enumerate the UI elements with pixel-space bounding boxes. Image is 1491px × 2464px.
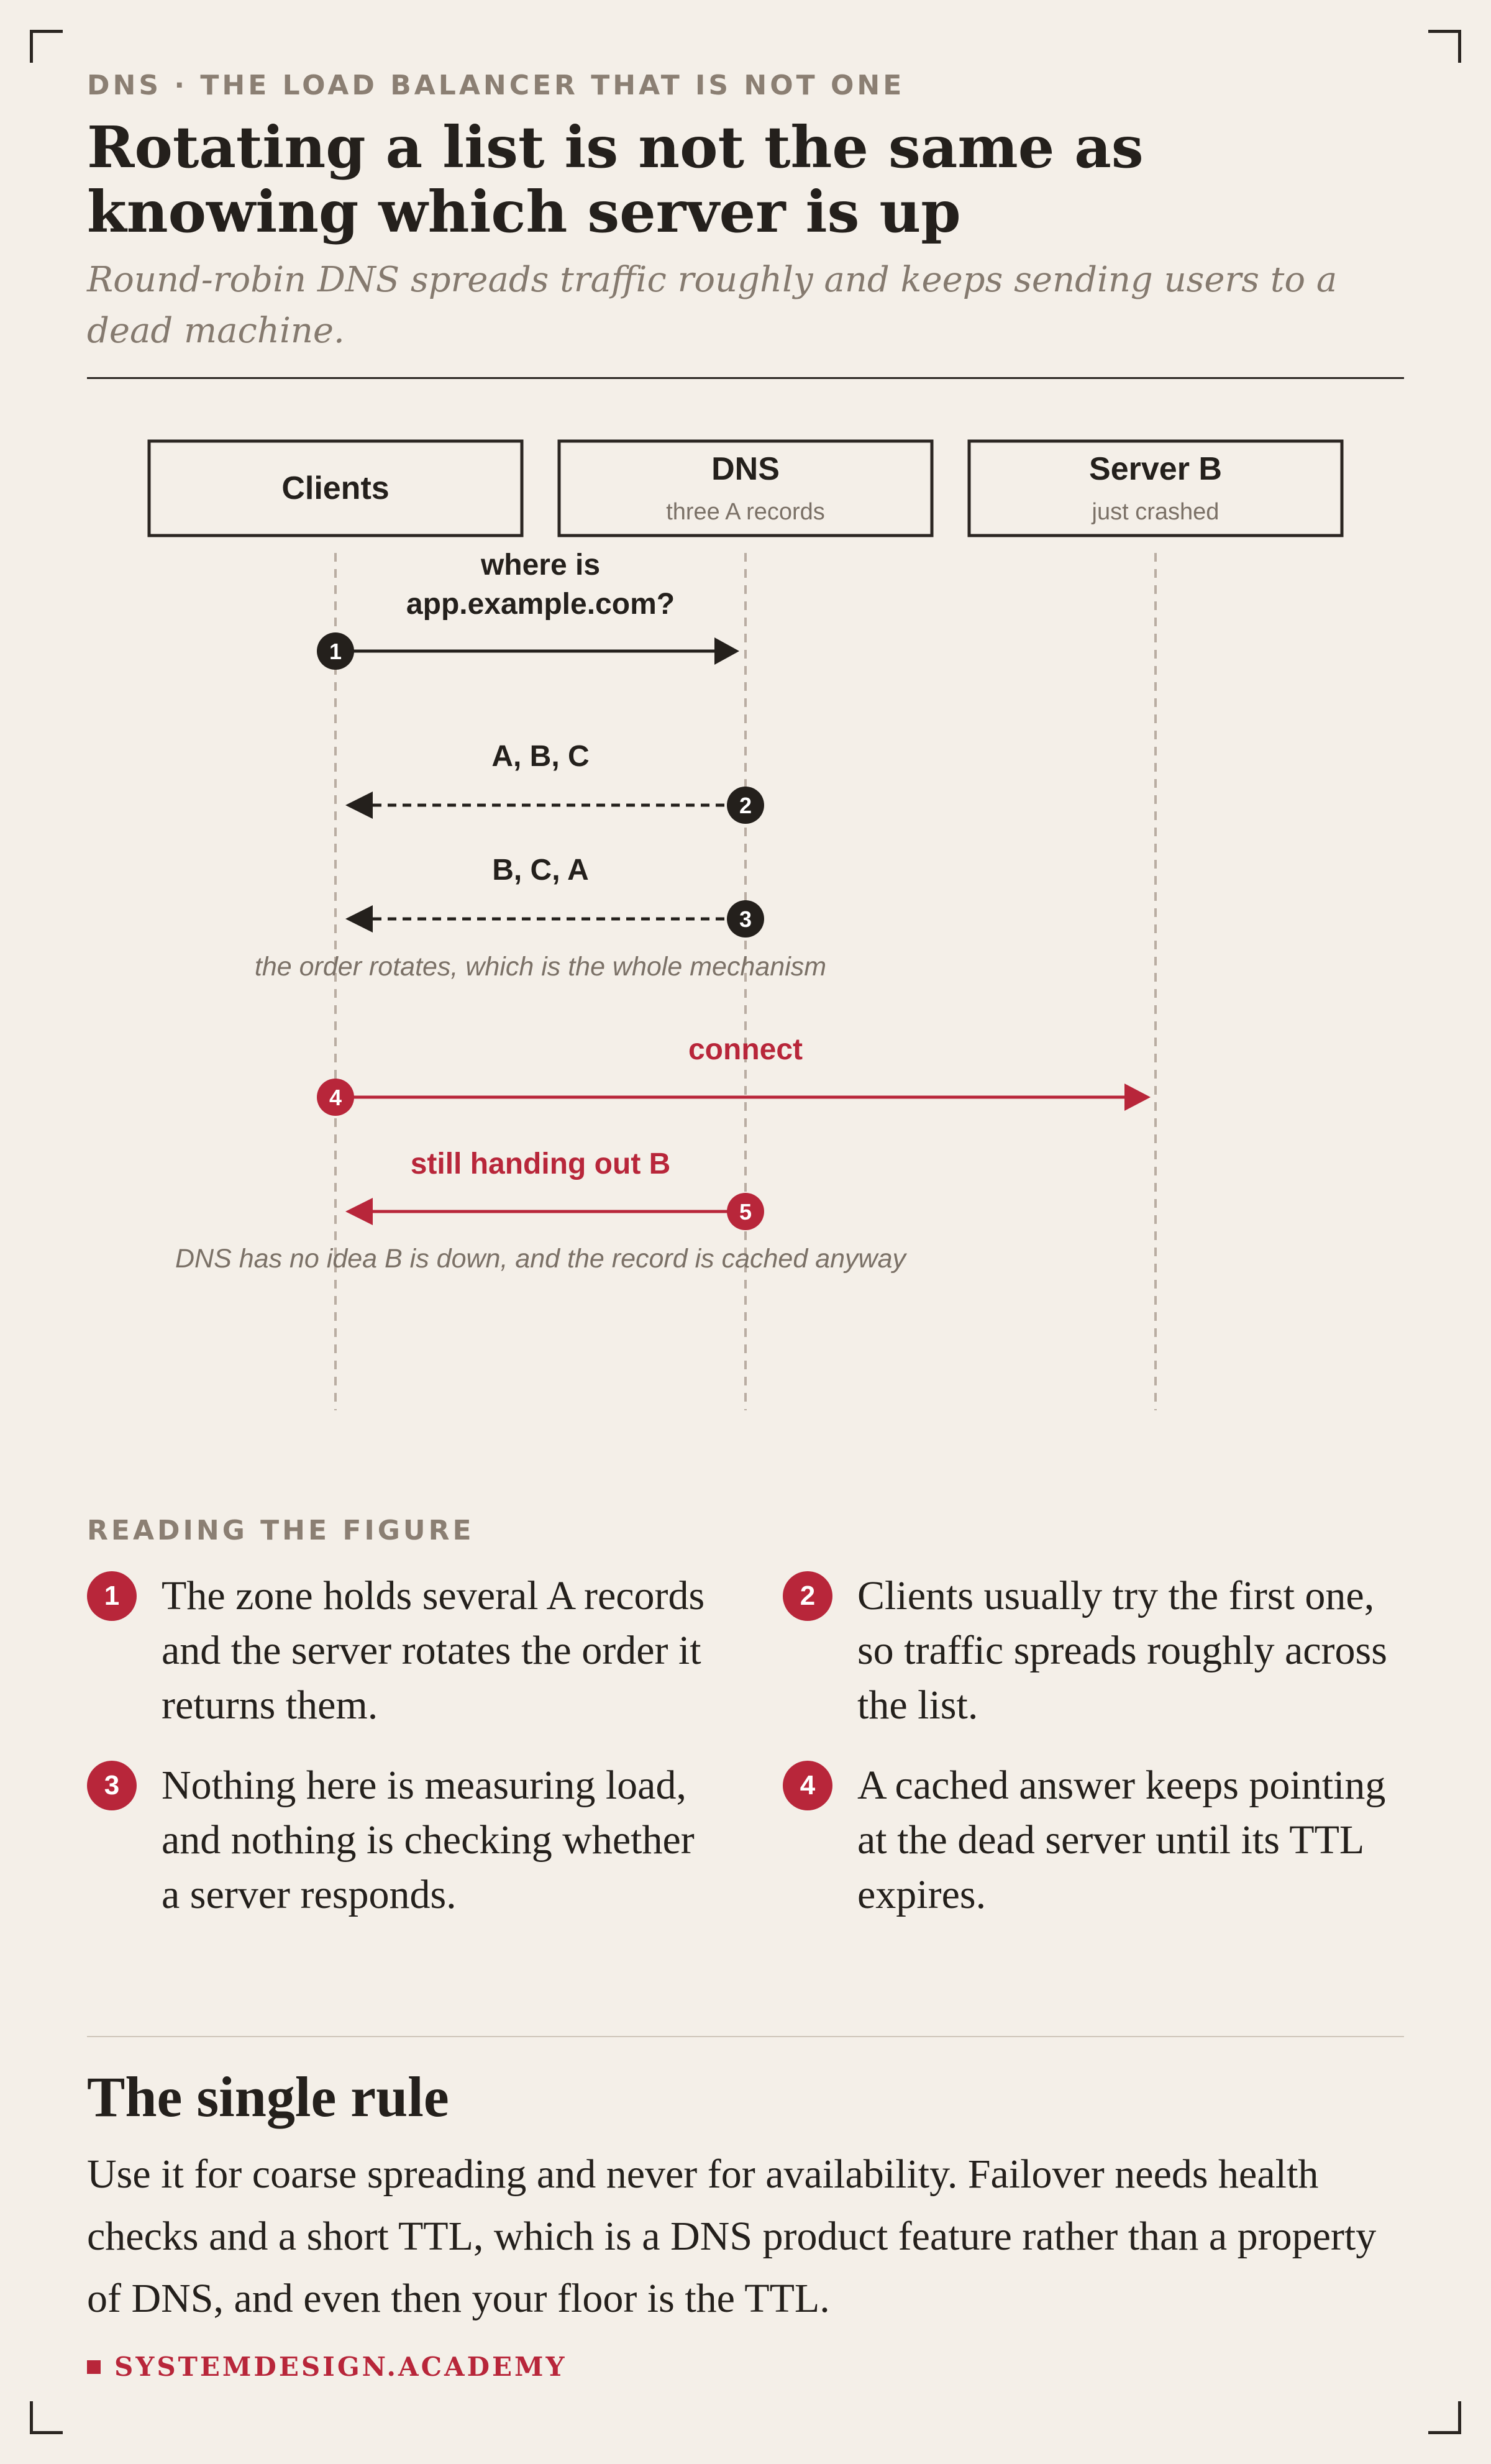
subtitle: Round-robin DNS spreads traffic roughly and keeps sending users to a dead machine. <box>87 260 1338 351</box>
message-note: DNS has no idea B is down, and the record is cached anyway <box>175 1244 906 1274</box>
rule-heading: The single rule <box>87 2065 449 2129</box>
page-title: Rotating a list is not the same as knowing which server is up <box>87 114 1144 245</box>
step-number: 5 <box>739 1199 752 1225</box>
point-text: A cached answer keeps pointing at the dead server until its TTL expires. <box>857 1763 1386 1917</box>
arrowhead <box>345 1198 373 1225</box>
arrowhead <box>345 792 373 819</box>
arrowhead <box>714 637 739 665</box>
message-5 <box>175 1148 907 1274</box>
sequence-diagram <box>0 398 1491 1429</box>
message-4 <box>317 1033 1151 1116</box>
point-text: The zone holds several A records and the server rotates the order it returns them. <box>162 1573 705 1728</box>
brand-square-icon <box>87 2360 101 2374</box>
message-label: app.example.com? <box>406 588 675 621</box>
reading-heading: READING THE FIGURE <box>87 1515 475 1546</box>
step-number: 1 <box>329 639 342 664</box>
participant-subtitle: just crashed <box>1092 499 1220 525</box>
corner-mark-bottom-right <box>1428 2401 1461 2434</box>
header-divider <box>87 377 1404 379</box>
corner-mark-bottom-left <box>30 2401 63 2434</box>
section-divider <box>87 2036 1404 2037</box>
message-label: where is <box>480 549 601 582</box>
point-text: Nothing here is measuring load, and nothing is checking whether a server responds. <box>162 1763 695 1917</box>
point-number-badge: 2 <box>783 1571 832 1621</box>
message-label: connect <box>688 1033 803 1066</box>
participant-name: DNS <box>711 451 780 487</box>
participant-clients <box>149 441 522 536</box>
corner-mark-top-left <box>30 30 63 63</box>
rule-body: Use it for coarse spreading and never for availability. Failover needs health checks and a short TTL, which is a DNS product feature rather than a property of DNS, and even then your floor is the TTL. <box>87 2151 1377 2321</box>
message-3 <box>255 854 826 982</box>
point-number-badge: 3 <box>87 1761 137 1810</box>
message-2 <box>345 740 764 824</box>
participant-name: Clients <box>281 470 390 506</box>
message-label: still handing out B <box>410 1148 671 1180</box>
step-number: 2 <box>739 793 752 818</box>
participant-server-b <box>969 441 1342 536</box>
arrowhead <box>345 905 373 933</box>
participant-name: Server B <box>1089 451 1222 487</box>
point-number-badge: 1 <box>87 1571 137 1621</box>
step-number: 3 <box>739 906 752 932</box>
step-number: 4 <box>329 1085 342 1110</box>
message-note: the order rotates, which is the whole mechanism <box>254 952 827 982</box>
point-text: Clients usually try the first one, so traffic spreads roughly across the list. <box>857 1573 1387 1728</box>
point-number-badge: 4 <box>783 1761 832 1810</box>
brand-footer <box>87 2352 567 2382</box>
message-label: B, C, A <box>492 854 589 887</box>
corner-mark-top-right <box>1428 30 1461 63</box>
kicker: DNS · THE LOAD BALANCER THAT IS NOT ONE <box>87 70 905 101</box>
arrowhead <box>1124 1084 1151 1111</box>
message-label: A, B, C <box>491 740 590 773</box>
participant-subtitle: three A records <box>666 499 825 525</box>
brand-name: SYSTEMDESIGN.ACADEMY <box>114 2352 567 2382</box>
participant-dns <box>559 441 932 536</box>
message-1 <box>317 549 739 670</box>
